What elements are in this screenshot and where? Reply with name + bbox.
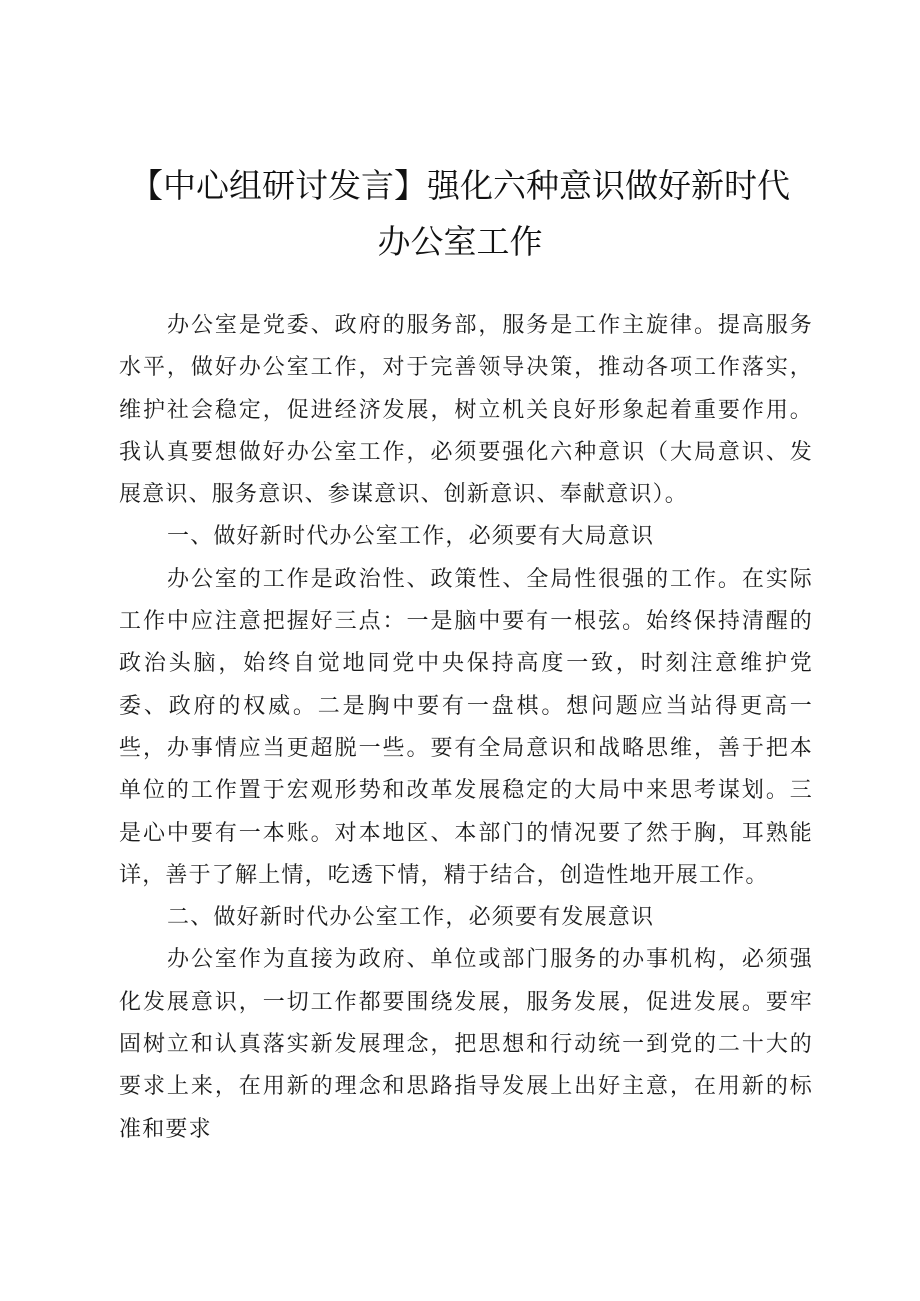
section-heading-2: 二、做好新时代办公室工作，必须要有发展意识 bbox=[167, 905, 655, 931]
document-title-line-2: 办公室工作 bbox=[377, 222, 543, 261]
paragraph-intro: 办公室是党委、政府的服务部，服务是工作主旋律。提高服务水平，做好办公室工作，对于完善领导决策，推动各项工作落实，维护社会稳定，促进经济发展，树立机关良好形象起着重要作用。我认真要想做好办公室工作，必须要强化六种意识（大局意识、发展意识、服务意识、参谋意识、创新意识、奉献意识）。 bbox=[119, 313, 813, 508]
paragraph-section-1: 办公室的工作是政治性、政策性、全局性很强的工作。在实际工作中应注意把握好三点：一是脑中要有一根弦。始终保持清醒的政治头脑，始终自觉地同党中央保持高度一致，时刻注意维护党委、政府的权威。二是胸中要有一盘棋。想问题应当站得更高一些，办事情应当更超脱一些。要有全局意识和战略思维，善于把本单位的工作置于宏观形势和改革发展稳定的大局中来思考谋划。三是心中要有一本账。对本地区、本部门的情况要了然于胸，耳熟能详，善于了解上情，吃透下情，精于结合，创造性地开展工作。 bbox=[119, 566, 813, 888]
section-heading-1: 一、做好新时代办公室工作，必须要有大局意识 bbox=[167, 524, 655, 550]
paragraph-section-2: 办公室作为直接为政府、单位或部门服务的办事机构，必须强化发展意识，一切工作都要围绕发展，服务发展，促进发展。要牢固树立和认真落实新发展理念，把思想和行动统一到党的二十大的要求上来，在用新的理念和思路指导发展上出好主意，在用新的标准和要求 bbox=[119, 947, 813, 1142]
document-body bbox=[119, 305, 813, 1151]
document-title-line-1: 【中心组研讨发言】强化六种意识做好新时代 bbox=[130, 166, 790, 205]
